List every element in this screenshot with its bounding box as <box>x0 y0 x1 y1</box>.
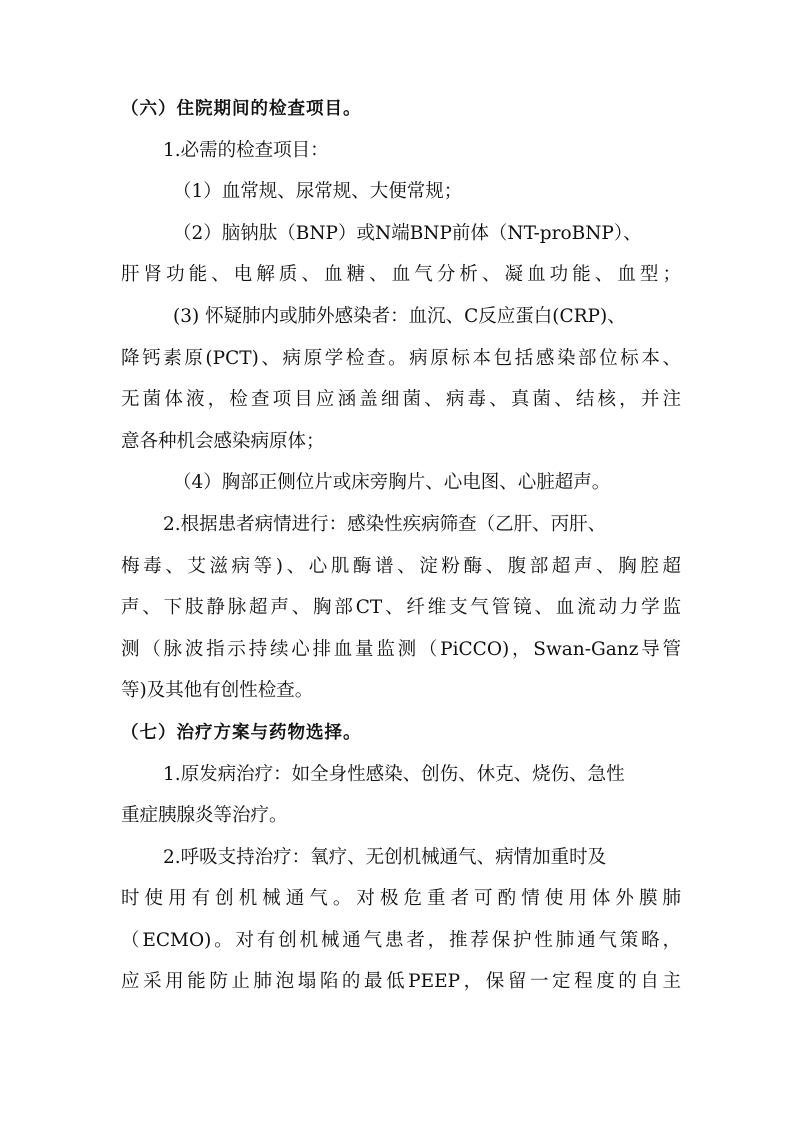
paragraph-2-line-1: 2.根据患者病情进行：感染性疾病筛查（乙肝、丙肝、 <box>163 513 607 535</box>
section-heading-6: （六）住院期间的检查项目。 <box>121 99 362 119</box>
paragraph-2-line-5: 等)及其他有创性检查。 <box>121 680 314 702</box>
section-heading-7: （七）治疗方案与药物选择。 <box>121 722 362 743</box>
document-body <box>121 96 681 1011</box>
list-item-2-line-1: （2）脑钠肽（BNP）或N端BNP前体（NT-proBNP）、 <box>173 222 642 244</box>
treatment-2-line-1: 2.呼吸支持治疗：氧疗、无创机械通气、病情加重时及 <box>163 846 607 868</box>
paragraph-2-line-4: 测（脉波指示持续心排血量监测（PiCCO)，Swan-Ganz导管 <box>121 638 681 660</box>
list-item-3-line-2: 降钙素原(PCT)、病原学检查。病原标本包括感染部位标本、 <box>121 347 681 369</box>
paragraph-2-line-2: 梅毒、艾滋病等)、心肌酶谱、淀粉酶、腹部超声、胸腔超 <box>121 555 681 577</box>
list-item-4: （4）胸部正侧位片或床旁胸片、心电图、心脏超声。 <box>173 472 611 494</box>
treatment-2-line-3: （ECMO)。对有创机械通气患者，推荐保护性肺通气策略， <box>121 929 681 951</box>
list-item-3-line-3: 无菌体液，检查项目应涵盖细菌、病毒、真菌、结核，并注 <box>121 389 681 411</box>
paragraph-required-tests: 1.必需的检查项目： <box>163 139 329 161</box>
paragraph-2-line-3: 声、下肢静脉超声、胸部CT、纤维支气管镜、血流动力学监 <box>121 597 681 619</box>
treatment-2-line-4: 应采用能防止肺泡塌陷的最低PEEP，保留一定程度的自主 <box>121 971 681 993</box>
list-item-2-line-2: 肝肾功能、电解质、血糖、血气分析、凝血功能、血型； <box>121 264 681 286</box>
treatment-1-line-2: 重症胰腺炎等治疗。 <box>121 805 288 827</box>
list-item-3-line-4: 意各种机会感染病原体； <box>121 430 325 452</box>
list-item-1: （1）血常规、尿常规、大便常规； <box>173 181 463 203</box>
treatment-1-line-1: 1.原发病治疗：如全身性感染、创伤、休克、烧伤、急性 <box>163 763 625 785</box>
treatment-2-line-2: 时使用有创机械通气。对极危重者可酌情使用体外膜肺 <box>121 888 681 910</box>
list-item-3-line-1: (3) 怀疑肺内或肺外感染者：血沉、C反应蛋白(CRP)、 <box>173 305 626 327</box>
